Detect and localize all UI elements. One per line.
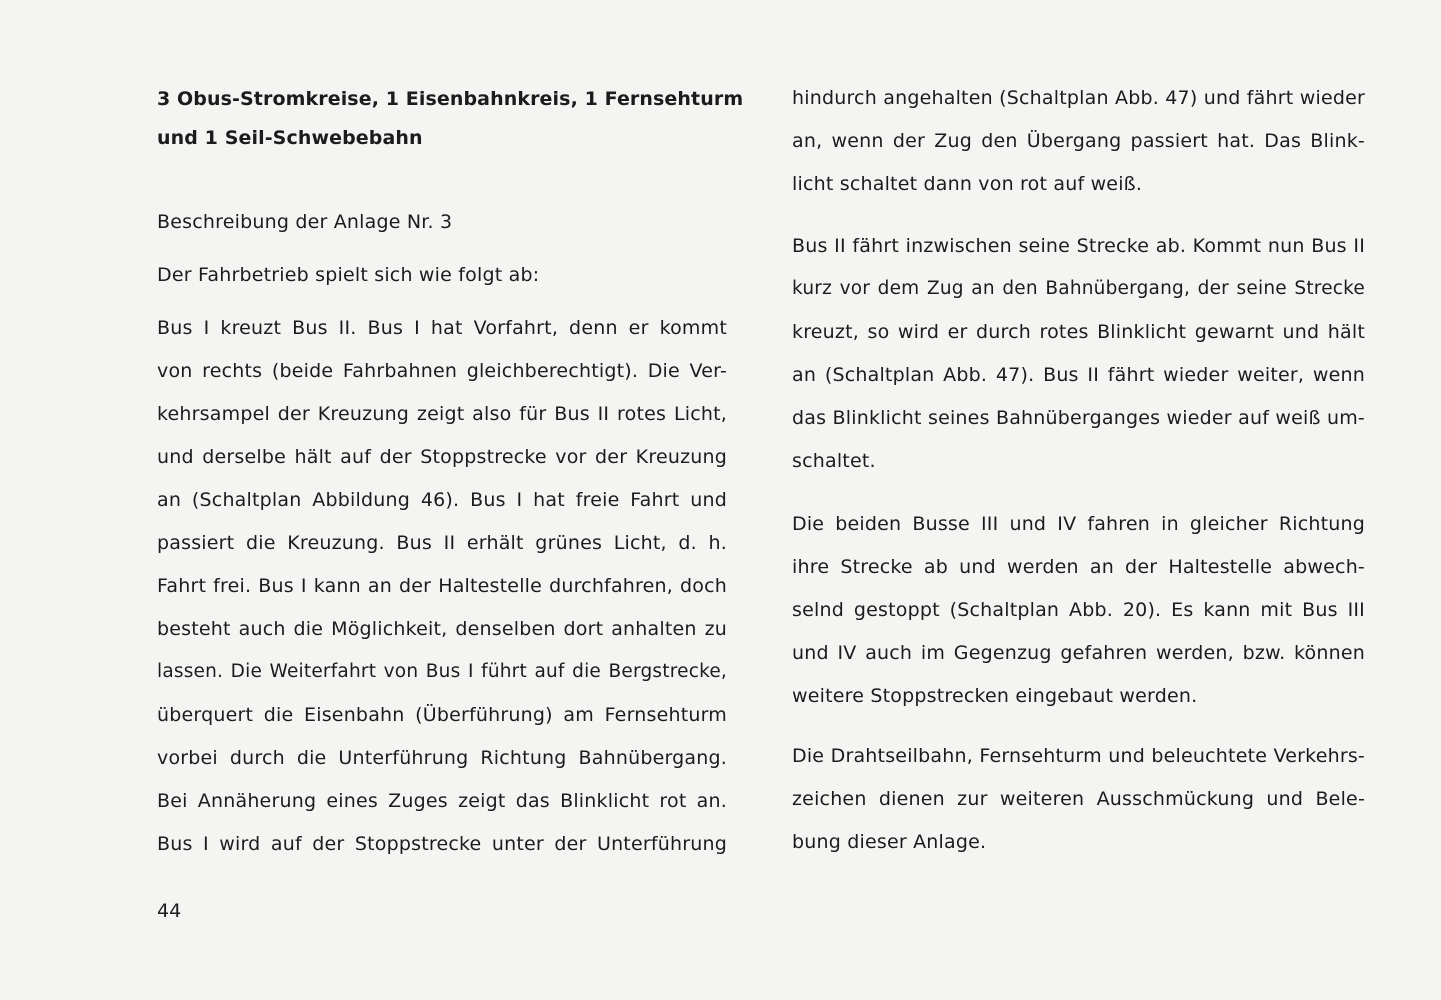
- text-line: Bei Annäherung eines Zuges zeigt das Blinklicht rot an.: [157, 790, 727, 812]
- text-line: vorbei durch die Unterführung Richtung Bahnübergang.: [157, 747, 727, 769]
- text-line: das Blinklicht seines Bahnüberganges wieder auf weiß um-: [792, 407, 1365, 429]
- text-line: licht schaltet dann von rot auf weiß.: [792, 173, 1143, 195]
- text-line: kehrsampel der Kreuzung zeigt also für Bus II rotes Licht,: [157, 403, 727, 425]
- text-line: zeichen dienen zur weiteren Ausschmückung und Bele-: [792, 788, 1365, 810]
- text-line: ihre Strecke ab und werden an der Haltestelle abwech-: [792, 556, 1365, 578]
- text-line: überquert die Eisenbahn (Überführung) am Fernsehturm: [157, 704, 727, 726]
- text-line: kreuzt, so wird er durch rotes Blinklicht gewarnt und hält: [792, 321, 1365, 343]
- text-line: besteht auch die Möglichkeit, denselben dort anhalten zu: [157, 618, 727, 640]
- text-line: und derselbe hält auf der Stoppstrecke vor der Kreuzung: [157, 446, 727, 468]
- text-line: an, wenn der Zug den Übergang passiert hat. Das Blink-: [792, 130, 1365, 152]
- text-line: Die beiden Busse III und IV fahren in gleicher Richtung: [792, 513, 1365, 535]
- text-line: lassen. Die Weiterfahrt von Bus I führt auf die Bergstrecke,: [157, 661, 727, 682]
- text-line: selnd gestoppt (Schaltplan Abb. 20). Es kann mit Bus III: [792, 599, 1365, 621]
- text-line: an (Schaltplan Abb. 47). Bus II fährt wieder weiter, wenn: [792, 364, 1365, 386]
- page-number: 44: [157, 900, 182, 922]
- text-line: und IV auch im Gegenzug gefahren werden, bzw. können: [792, 642, 1365, 664]
- text-line: Fahrt frei. Bus I kann an der Haltestelle durchfahren, doch: [157, 575, 727, 597]
- heading-line-1: 3 Obus-Stromkreise, 1 Eisenbahnkreis, 1 Fernsehturm: [157, 88, 744, 110]
- intro-line: Der Fahrbetrieb spielt sich wie folgt ab:: [157, 264, 540, 286]
- text-line: Bus II fährt inzwischen seine Strecke ab. Kommt nun Bus II: [792, 235, 1365, 257]
- heading-line-2: und 1 Seil-Schwebebahn: [157, 127, 423, 149]
- text-line: bung dieser Anlage.: [792, 831, 987, 853]
- text-line: Die Drahtseilbahn, Fernsehturm und beleuchtete Verkehrs-: [792, 745, 1365, 767]
- text-line: hindurch angehalten (Schaltplan Abb. 47) und fährt wieder: [792, 87, 1365, 109]
- text-line: an (Schaltplan Abbildung 46). Bus I hat freie Fahrt und: [157, 489, 727, 511]
- section-heading: [157, 80, 744, 158]
- subtitle: Beschreibung der Anlage Nr. 3: [157, 211, 453, 233]
- text-line: passiert die Kreuzung. Bus II erhält grünes Licht, d. h.: [157, 532, 727, 554]
- text-line: von rechts (beide Fahrbahnen gleichberechtigt). Die Ver-: [157, 360, 727, 382]
- text-line: kurz vor dem Zug an den Bahnübergang, der seine Strecke: [792, 278, 1365, 299]
- text-line: Bus I kreuzt Bus II. Bus I hat Vorfahrt, denn er kommt: [157, 317, 727, 339]
- text-line: schaltet.: [792, 450, 876, 472]
- text-line: weitere Stoppstrecken eingebaut werden.: [792, 685, 1198, 707]
- text-line: Bus I wird auf der Stoppstrecke unter der Unterführung: [157, 833, 727, 855]
